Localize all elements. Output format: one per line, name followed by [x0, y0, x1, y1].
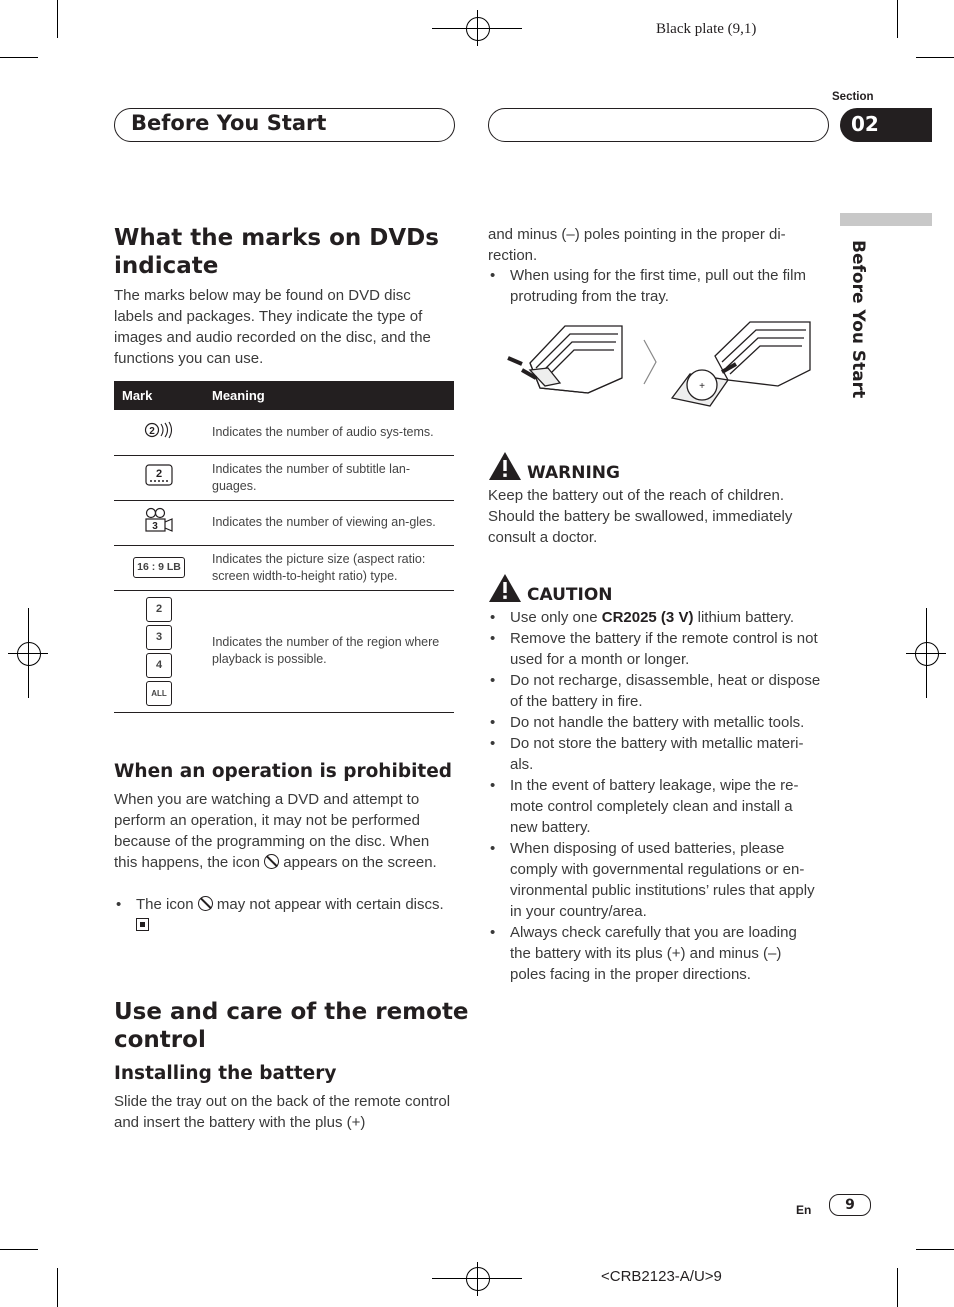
registration-mark — [466, 17, 490, 41]
caution-item: • Do not recharge, disassemble, heat or dispose of the battery in fire. — [490, 672, 821, 710]
caution-item: • Remove the battery if the remote control is not used for a month or longer. — [490, 630, 818, 668]
region-icons — [114, 590, 204, 712]
caution-item: • When disposing of used batteries, please comply with governmental regulations or en-vironmental public institutions’ rules that apply in your country/area. — [490, 840, 815, 920]
side-tab-marker — [840, 213, 932, 226]
caution-item: • Use only one CR2025 (3 V) lithium battery. — [490, 609, 795, 626]
table-cell-meaning: Indicates the number of subtitle lan-guages. — [204, 455, 454, 500]
table-cell-meaning: Indicates the number of viewing an-gles. — [204, 500, 454, 545]
section-number: 02 — [851, 112, 879, 136]
crop-mark — [916, 57, 954, 58]
viewing-angles-icon — [114, 500, 204, 545]
battery-text: Slide the tray out on the back of the remote control and insert the battery with the plus (+) — [114, 1093, 451, 1131]
region-icon: 4 — [146, 653, 172, 678]
column-header-mark: Mark — [114, 381, 204, 410]
svg-text:3: 3 — [152, 521, 158, 532]
marks-table — [114, 381, 454, 713]
aspect-ratio-icon: 16 : 9 LB — [114, 545, 204, 590]
plate-label: Black plate (9,1) — [656, 21, 757, 37]
table-row — [114, 410, 454, 455]
prohibited-icon — [198, 896, 213, 911]
side-tab-label: Before You Start — [848, 240, 868, 399]
caution-item: • Always check carefully that you are loading the battery with its plus (+) and minus (–) poles facing in the proper directions. — [490, 924, 797, 983]
table-row — [114, 545, 454, 590]
crop-mark — [57, 0, 58, 38]
registration-mark — [915, 642, 939, 666]
crop-mark — [0, 57, 38, 58]
battery-bullet: • When using for the first time, pull out the film protruding from the tray. — [490, 267, 806, 305]
table-row — [114, 590, 454, 712]
crop-mark — [897, 0, 898, 38]
warning-title: WARNING — [527, 463, 620, 483]
region-icon: 2 — [146, 597, 172, 622]
crop-mark — [57, 1268, 58, 1307]
crop-mark — [0, 1249, 38, 1250]
header-blank-bar — [488, 108, 829, 142]
dvd-marks-intro: The marks below may be found on DVD disc labels and packages. They indicate the type of images and audio recorded on the disc, and the functions you can use. — [114, 287, 431, 367]
language-label: En — [796, 1203, 812, 1217]
prohibited-heading: When an operation is prohibited — [114, 761, 453, 782]
registration-mark — [17, 642, 41, 666]
region-icon: 3 — [146, 625, 172, 650]
table-row — [114, 455, 454, 500]
column-header-meaning: Meaning — [204, 381, 454, 410]
prohibited-bullet: • The icon may not appear with certain discs. — [114, 894, 454, 936]
crop-mark — [897, 1268, 898, 1307]
prohibited-text: When you are watching a DVD and attempt to perform an operation, it may not be performed because of the programming on the disc. When this happens, the icon appears on the screen. — [114, 791, 437, 871]
header-title-bar — [114, 108, 455, 142]
warning-icon — [488, 451, 522, 481]
table-cell-meaning: Indicates the number of the region where playback is possible. — [204, 590, 454, 712]
warning-text: Keep the battery out of the reach of children. Should the battery be swallowed, immediately consult a doctor. — [488, 487, 793, 546]
caution-icon — [488, 573, 522, 603]
section-number-tab — [840, 108, 932, 142]
svg-text:2: 2 — [149, 425, 155, 437]
region-icon: ALL — [146, 681, 172, 706]
audio-systems-icon — [114, 410, 204, 455]
caution-item: • Do not handle the battery with metallic tools. — [490, 714, 805, 731]
svg-text:2: 2 — [155, 468, 163, 480]
battery-subheading: Installing the battery — [114, 1063, 337, 1084]
header-title: Before You Start — [131, 111, 327, 135]
document-code: <CRB2123-A/U>9 — [601, 1268, 722, 1285]
section-label: Section — [832, 91, 874, 103]
svg-text:+: + — [699, 381, 705, 392]
table-cell-meaning: Indicates the number of audio sys-tems. — [204, 410, 454, 455]
crop-mark — [916, 1249, 954, 1250]
end-mark-icon — [136, 918, 149, 931]
battery-installation-illustration — [500, 318, 820, 418]
table-row — [114, 500, 454, 545]
subtitle-languages-icon — [114, 455, 204, 500]
table-cell-meaning: Indicates the picture size (aspect ratio: screen width-to-height ratio) type. — [204, 545, 454, 590]
page-number: 9 — [829, 1194, 871, 1216]
prohibited-icon — [264, 854, 279, 869]
caution-item: • Do not store the battery with metallic materi-als. — [490, 735, 804, 773]
registration-mark — [466, 1267, 490, 1291]
caution-item: • In the event of battery leakage, wipe the re-mote control completely clean and install a new battery. — [490, 777, 799, 836]
remote-heading: Use and care of the remote control — [114, 999, 469, 1053]
battery-text-continued: and minus (–) poles pointing in the proper di-rection. — [488, 226, 786, 264]
table-header-row — [114, 381, 454, 410]
dvd-marks-heading: What the marks on DVDs indicate — [114, 225, 439, 279]
caution-title: CAUTION — [527, 585, 613, 605]
